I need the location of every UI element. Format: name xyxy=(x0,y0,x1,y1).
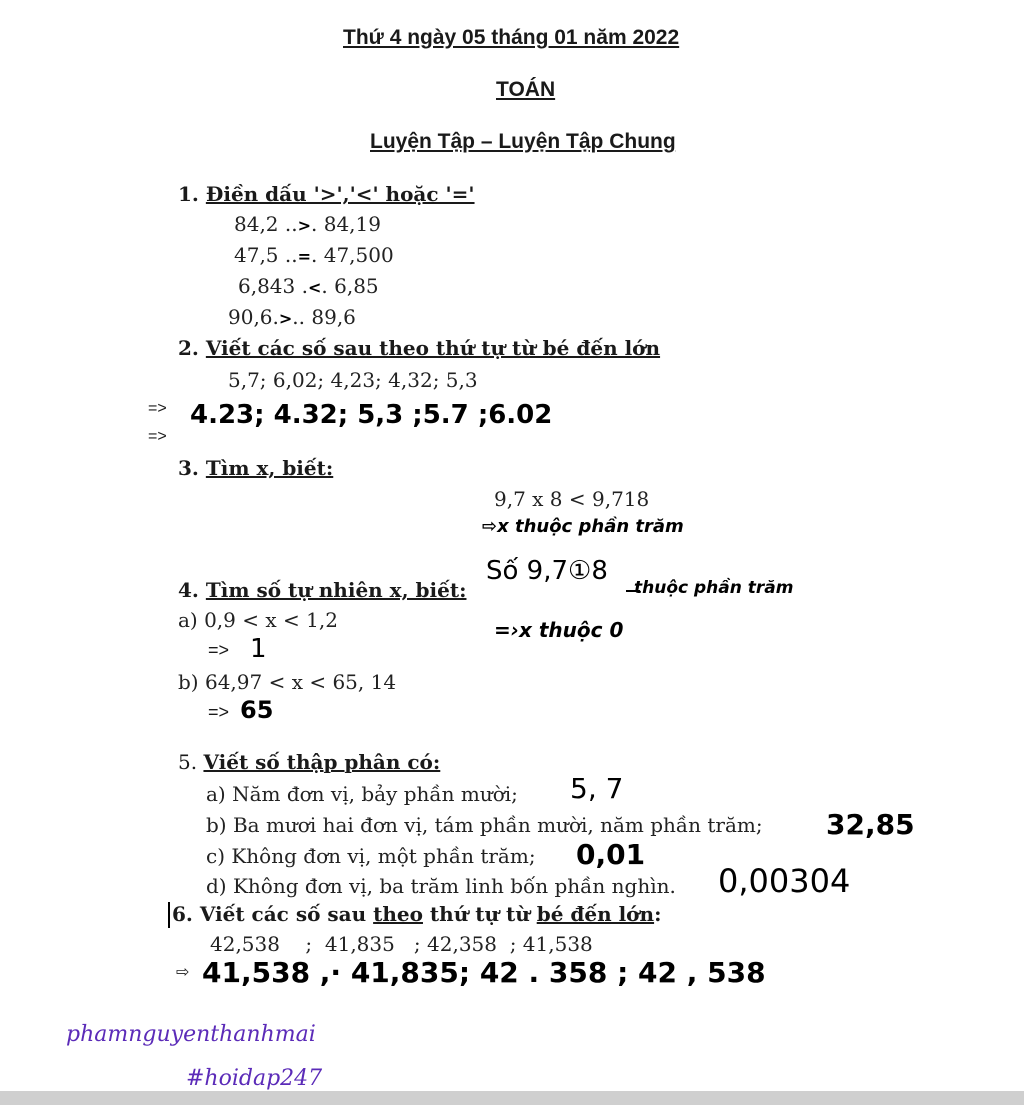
q4b-text: b) 64,97 < x < 65, 14 xyxy=(178,670,397,694)
q6-number: 6. xyxy=(172,902,193,926)
subject-heading: TOÁN xyxy=(496,78,556,101)
q6-arrow: ⇨ xyxy=(176,964,190,981)
q4b-arrow: => xyxy=(208,702,230,722)
q1-row-right: . 47,500 xyxy=(311,243,394,267)
q5b-handwritten-answer: 32,85 xyxy=(826,808,915,841)
q1-row xyxy=(238,274,379,298)
q2-number: 2. xyxy=(178,336,199,360)
q2-numbers: 5,7; 6,02; 4,23; 4,32; 5,3 xyxy=(228,368,478,392)
date-heading: Thứ 4 ngày 05 tháng 01 năm 2022 xyxy=(343,26,680,49)
q6-handwritten-answer: 41,538 ,· 41,835; 42 . 358 ; 42 , 538 xyxy=(202,956,766,989)
q3-handwritten-note-4: =›x thuộc 0 xyxy=(494,618,624,642)
q1-row xyxy=(234,212,381,236)
q3-handwritten-note-2: Số 9,7①8 xyxy=(486,556,608,586)
q5-title: Viết số thập phân có: xyxy=(203,750,441,774)
q5d-handwritten-answer: 0,00304 xyxy=(718,862,851,900)
q6-numbers: 42,538 ; 41,835 ; 42,358 ; 41,538 xyxy=(210,932,593,956)
q5b-text: b) Ba mươi hai đơn vị, tám phần mười, năm phần trăm; xyxy=(206,813,763,837)
q4b-handwritten-answer: 65 xyxy=(240,696,274,724)
q1-row-left: 90,6. xyxy=(228,305,279,329)
q3-handwritten-note-3: thuộc phần trăm xyxy=(634,578,794,598)
q1-number: 1. xyxy=(178,182,199,206)
q3-number: 3. xyxy=(178,456,199,480)
q4-heading xyxy=(178,578,466,602)
q1-heading xyxy=(178,182,475,206)
q3-title: Tìm x, biết: xyxy=(205,456,334,480)
q4a-text: a) 0,9 < x < 1,2 xyxy=(178,608,338,632)
q1-row-mark: > xyxy=(278,309,293,328)
q1-row-mark: = xyxy=(297,247,312,266)
q1-row xyxy=(228,305,356,329)
q5a-handwritten-answer: 5, 7 xyxy=(570,772,624,805)
q2-arrow-2: => xyxy=(148,428,167,445)
hashtag-credit: #hoidap247 xyxy=(186,1066,323,1091)
q2-heading xyxy=(178,336,660,360)
lesson-heading: Luyện Tập – Luyện Tập Chung xyxy=(370,130,676,153)
text-cursor-mark xyxy=(168,902,170,928)
q1-title: Điền dấu '>','<' hoặc '=' xyxy=(205,182,475,206)
q5c-handwritten-answer: 0,01 xyxy=(576,838,646,871)
q3-handwritten-note-1: ⇨x thuộc phần trăm xyxy=(482,516,684,537)
q5a-text: a) Năm đơn vị, bảy phần mười; xyxy=(206,782,518,806)
q4-title: Tìm số tự nhiên x, biết: xyxy=(205,578,467,602)
q1-row-right: . 84,19 xyxy=(311,212,381,236)
q2-arrow-1: => xyxy=(148,400,167,417)
q2-title: Viết các số sau theo thứ tự từ bé đến lớn xyxy=(205,336,661,360)
q3-heading xyxy=(178,456,333,480)
q1-row-mark: > xyxy=(297,216,312,235)
q5-number: 5. xyxy=(178,750,198,774)
q6-heading xyxy=(172,902,661,926)
q1-row-left: 6,843 . xyxy=(238,274,308,298)
q5-heading xyxy=(178,750,440,774)
q1-row xyxy=(234,243,394,267)
q3-expression: 9,7 x 8 < 9,718 xyxy=(494,487,650,511)
author-credit: phamnguyenthanhmai xyxy=(66,1022,316,1047)
q6-title: Viết các số sau theo thứ tự từ bé đến lớn: xyxy=(199,902,662,926)
q1-row-left: 47,5 .. xyxy=(234,243,298,267)
q1-row-mark: < xyxy=(307,278,322,297)
q4-number: 4. xyxy=(178,578,199,602)
q4a-handwritten-answer: 1 xyxy=(250,634,267,664)
q2-handwritten-answer: 4.23; 4.32; 5,3 ;5.7 ;6.02 xyxy=(190,400,553,430)
q5d-text: d) Không đơn vị, ba trăm linh bốn phần nghìn. xyxy=(206,874,676,898)
q1-row-right: .. 89,6 xyxy=(292,305,356,329)
q4a-arrow: => xyxy=(208,640,230,660)
q1-row-right: . 6,85 xyxy=(321,274,379,298)
q5c-text: c) Không đơn vị, một phần trăm; xyxy=(206,844,536,868)
bottom-bar xyxy=(0,1091,1024,1105)
q1-row-left: 84,2 .. xyxy=(234,212,298,236)
